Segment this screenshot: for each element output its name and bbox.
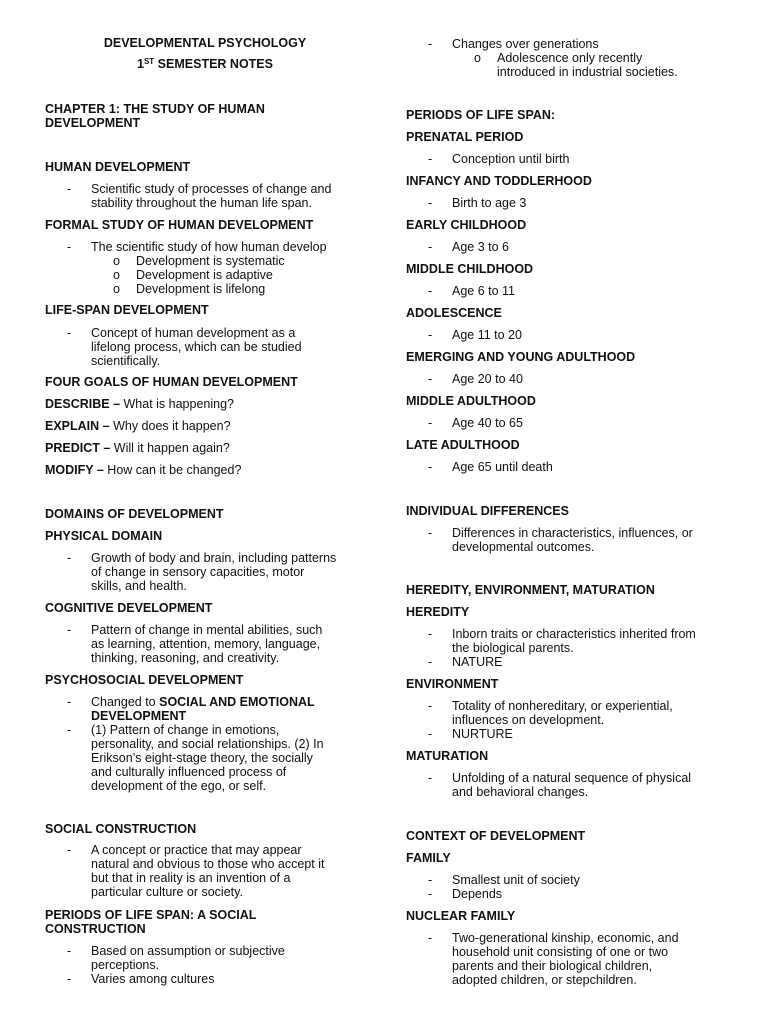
dash-marker: - [428,655,433,669]
circle-bullet: o [113,268,120,282]
body-text: influences on development. [452,713,605,727]
period-heading: EMERGING AND YOUNG ADULTHOOD [406,350,636,364]
body-text: Based on assumption or subjective [91,944,285,958]
section-heading: PSYCHOSOCIAL DEVELOPMENT [45,673,244,687]
body-text: Birth to age 3 [452,196,527,210]
body-text: Development is adaptive [136,268,273,282]
section-heading: SOCIAL CONSTRUCTION [45,822,197,836]
dash-marker: - [428,526,433,540]
chapter-heading-line1: CHAPTER 1: THE STUDY OF HUMAN [45,102,265,116]
body-text: as learning, attention, memory, language, [91,637,321,651]
period-heading: MIDDLE CHILDHOOD [406,262,534,276]
goal-label: MODIFY – [45,463,104,477]
section-heading: FAMILY [406,851,451,865]
subtitle-number: 1 [137,57,144,71]
dash-marker: - [428,152,433,166]
body-text: NURTURE [452,727,513,741]
dash-marker: - [428,240,433,254]
body-text: Age 65 until death [452,460,553,474]
goal-explain [45,419,231,433]
dash-marker: - [428,284,433,298]
goal-modify [45,463,241,477]
body-text: Age 40 to 65 [452,416,523,430]
section-heading: FORMAL STUDY OF HUMAN DEVELOPMENT [45,218,314,232]
body-text: Age 11 to 20 [452,328,522,342]
body-text: Scientific study of processes of change and [91,182,332,196]
circle-bullet: o [474,51,481,65]
body-text: Growth of body and brain, including patterns [91,551,337,565]
section-heading: CONTEXT OF DEVELOPMENT [406,829,586,843]
dash-marker: - [428,196,433,210]
body-text: introduced in industrial societies. [497,65,678,79]
dash-marker: - [67,972,72,986]
body-text: Age 6 to 11 [452,284,516,298]
body-text: Erikson’s eight-stage theory, the socially [91,751,313,765]
period-heading: INFANCY AND TODDLERHOOD [406,174,592,188]
subtitle-superscript: ST [143,57,155,66]
dash-marker: - [428,416,433,430]
goal-text: What is happening? [120,397,234,411]
section-heading: MATURATION [406,749,489,763]
dash-marker: - [428,771,433,785]
body-text: Inborn traits or characteristics inherited from [452,627,696,641]
section-heading: CONSTRUCTION [45,922,146,936]
body-text: Concept of human development as a [91,326,296,340]
section-heading: ENVIRONMENT [406,677,499,691]
body-text: developmental outcomes. [452,540,595,554]
body-text: lifelong process, which can be studied [91,340,302,354]
body-text: The scientific study of how human develop [91,240,327,254]
body-text: scientifically. [91,354,161,368]
body-text: Development is lifelong [136,282,266,296]
dash-marker: - [428,931,433,945]
document-subtitle [45,57,365,71]
body-text: personality, and social relationships. (2) In [91,737,324,751]
body-text: Pattern of change in mental abilities, such [91,623,323,637]
section-heading: PHYSICAL DOMAIN [45,529,163,543]
body-text [91,695,315,709]
goal-describe [45,397,234,411]
body-text: Age 20 to 40 [452,372,523,386]
body-text: stability throughout the human life span. [91,196,312,210]
circle-bullet: o [113,254,120,268]
section-heading: FOUR GOALS OF HUMAN DEVELOPMENT [45,375,298,389]
body-text: household unit consisting of one or two [452,945,669,959]
dash-marker: - [67,695,72,709]
body-text: perceptions. [91,958,160,972]
bold-text: DEVELOPMENT [91,709,187,723]
bold-text: SOCIAL AND EMOTIONAL [159,695,315,709]
body-text: skills, and health. [91,579,187,593]
section-heading: COGNITIVE DEVELOPMENT [45,601,213,615]
body-text: natural and obvious to those who accept it [91,857,325,871]
body-text: and behavioral changes. [452,785,589,799]
body-text: development of the ego, or self. [91,779,267,793]
period-heading: MIDDLE ADULTHOOD [406,394,536,408]
dash-marker: - [67,843,72,857]
goal-label: EXPLAIN – [45,419,110,433]
subtitle-text: SEMESTER NOTES [154,57,273,71]
body-text: thinking, reasoning, and creativity. [91,651,280,665]
dash-marker: - [428,627,433,641]
body-text: Smallest unit of society [452,873,580,887]
section-heading: HUMAN DEVELOPMENT [45,160,191,174]
body-text: Age 3 to 6 [452,240,509,254]
body-text: Differences in characteristics, influences, or [452,526,693,540]
section-heading: PERIODS OF LIFE SPAN: A SOCIAL [45,908,257,922]
body-text: Development is systematic [136,254,285,268]
dash-marker: - [67,551,72,565]
body-text: parents and their biological children, [452,959,653,973]
dash-marker: - [428,727,433,741]
body-text: Adolescence only recently [497,51,643,65]
dash-marker: - [428,460,433,474]
body-text: Depends [452,887,503,901]
body-text: Varies among cultures [91,972,215,986]
section-heading: HEREDITY, ENVIRONMENT, MATURATION [406,583,655,597]
dash-marker: - [67,326,72,340]
dash-marker: - [428,873,433,887]
body-text: the biological parents. [452,641,574,655]
period-heading: LATE ADULTHOOD [406,438,520,452]
body-text: adopted children, or stepchildren. [452,973,637,987]
body-text: Conception until birth [452,152,570,166]
body-text: and culturally influenced process of [91,765,287,779]
section-heading: INDIVIDUAL DIFFERENCES [406,504,569,518]
dash-marker: - [67,240,72,254]
body-text: Two-generational kinship, economic, and [452,931,679,945]
dash-marker: - [67,182,72,196]
section-heading: PERIODS OF LIFE SPAN: [406,108,556,122]
circle-bullet: o [113,282,120,296]
dash-marker: - [428,37,433,51]
dash-marker: - [428,372,433,386]
body-text: A concept or practice that may appear [91,843,302,857]
goal-label: PREDICT – [45,441,111,455]
goal-predict [45,441,230,455]
dash-marker: - [428,328,433,342]
body-text: but that in reality is an invention of a [91,871,291,885]
goal-text: How can it be changed? [103,463,242,477]
period-heading: PRENATAL PERIOD [406,130,524,144]
goal-text: Will it happen again? [110,441,230,455]
body-text: particular culture or society. [91,885,243,899]
goal-text: Why does it happen? [109,419,231,433]
section-heading: NUCLEAR FAMILY [406,909,516,923]
body-text: of change in sensory capacities, motor [91,565,305,579]
dash-marker: - [67,623,72,637]
plain-text: Changed to [91,695,160,709]
chapter-heading-line2: DEVELOPMENT [45,116,141,130]
dash-marker: - [428,699,433,713]
body-text: Changes over generations [452,37,599,51]
document-title: DEVELOPMENTAL PSYCHOLOGY [103,36,307,50]
goal-label: DESCRIBE – [45,397,121,411]
body-text: Totality of nonhereditary, or experiential, [452,699,673,713]
period-heading: EARLY CHILDHOOD [406,218,527,232]
section-heading: HEREDITY [406,605,470,619]
body-text: (1) Pattern of change in emotions, [91,723,280,737]
section-heading: LIFE-SPAN DEVELOPMENT [45,303,209,317]
period-heading: ADOLESCENCE [406,306,502,320]
dash-marker: - [67,944,72,958]
dash-marker: - [67,723,72,737]
body-text: Unfolding of a natural sequence of physical [452,771,692,785]
dash-marker: - [428,887,433,901]
section-heading: DOMAINS OF DEVELOPMENT [45,507,224,521]
body-text: NATURE [452,655,503,669]
